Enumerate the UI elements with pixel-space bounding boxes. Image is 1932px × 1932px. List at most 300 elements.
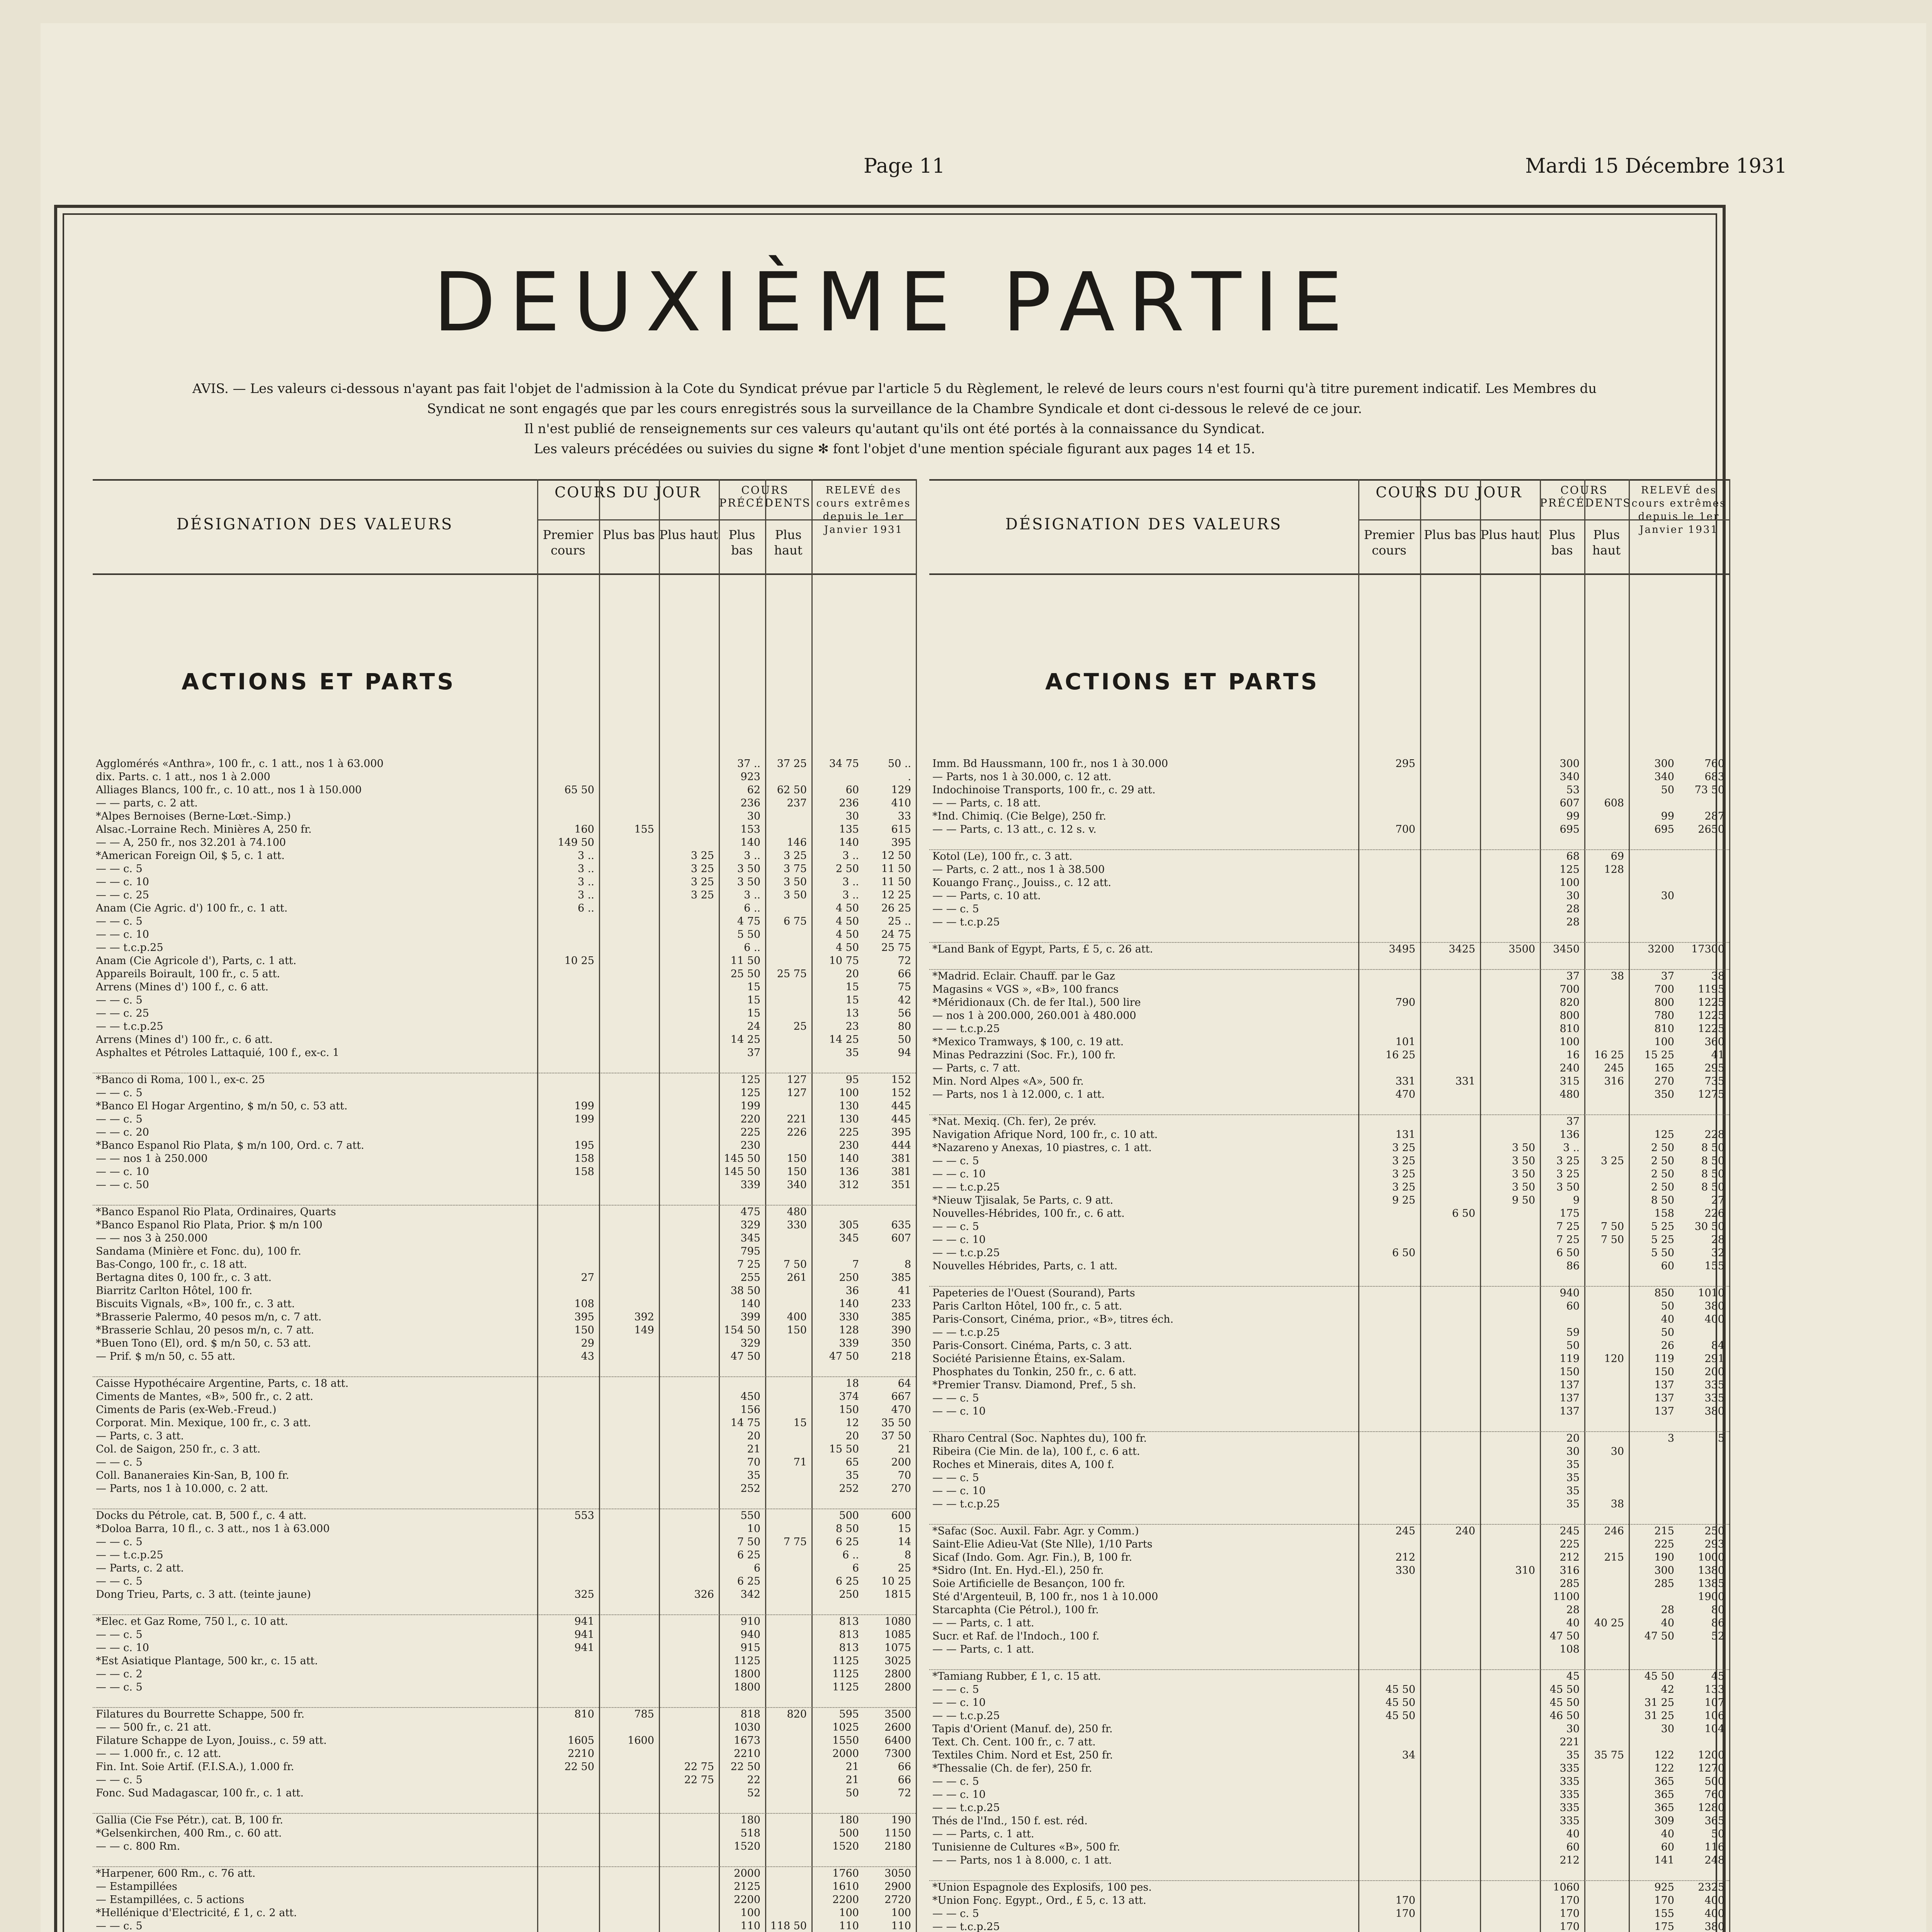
- premier-cours-value: 245: [1395, 1525, 1415, 1537]
- prec-plus-bas-value: 329: [740, 1337, 760, 1349]
- releve-haut-value: 21: [898, 1443, 911, 1455]
- security-name: Tunisienne de Cultures «B», 500 fr.: [932, 1841, 1120, 1853]
- prec-plus-bas-value: 175: [1560, 1208, 1580, 1219]
- releve-bas-value: 595: [839, 1708, 859, 1720]
- security-name: *Brasserie Palermo, 40 pesos m/n, c. 7 att.: [96, 1311, 322, 1323]
- table-row: [929, 943, 1729, 956]
- releve-haut-value: 52: [1711, 1630, 1725, 1642]
- prec-plus-bas-value: 252: [740, 1483, 760, 1495]
- releve-haut-value: 1275: [1698, 1088, 1725, 1100]
- releve-bas-value: 1610: [832, 1881, 859, 1893]
- prec-plus-bas-value: 137: [1560, 1379, 1580, 1391]
- table-spacer-row: [929, 1656, 1729, 1670]
- prec-plus-bas-value: 335: [1560, 1802, 1580, 1814]
- table-row: [93, 1390, 916, 1403]
- table-row: [929, 1233, 1729, 1247]
- releve-bas-value: 28: [1661, 1604, 1674, 1616]
- table-row: [93, 889, 916, 902]
- header-rule: [537, 519, 916, 520]
- prec-plus-bas-value: 3 50: [737, 863, 760, 875]
- releve-haut-value: 30 50: [1694, 1221, 1725, 1233]
- prec-plus-haut-value: 71: [793, 1456, 807, 1468]
- releve-bas-value: 1125: [832, 1668, 859, 1680]
- prec-plus-bas-value: 37: [1566, 1116, 1580, 1128]
- prec-plus-bas-value: 28: [1566, 916, 1580, 928]
- security-name: *Mexico Tramways, $ 100, c. 19 att.: [932, 1036, 1124, 1048]
- releve-bas-value: 135: [839, 823, 859, 835]
- security-name: — — t.c.p.25: [932, 1247, 1000, 1259]
- table-row: [93, 1258, 916, 1271]
- releve-bas-value: 137: [1654, 1379, 1674, 1391]
- table-row: [93, 862, 916, 876]
- releve-bas-value: 15: [845, 994, 859, 1006]
- security-name: — Estampillées, c. 5 actions: [96, 1894, 245, 1906]
- security-name: Col. de Saigon, 250 fr., c. 3 att.: [96, 1443, 261, 1455]
- prec-plus-haut-value: 316: [1604, 1075, 1624, 1087]
- table-row: [929, 1313, 1729, 1326]
- table-row: [93, 1920, 916, 1932]
- prec-plus-bas-value: 125: [740, 1074, 760, 1086]
- table-spacer-row: [93, 1694, 916, 1708]
- table-row: [93, 1827, 916, 1840]
- table-row: [93, 784, 916, 797]
- releve-haut-value: 15: [898, 1523, 911, 1535]
- releve-bas-value: 140: [839, 1298, 859, 1310]
- table-row: [93, 1734, 916, 1747]
- table-row: [93, 1840, 916, 1853]
- security-name: — — c. 5: [96, 863, 143, 875]
- security-name: — — c. 25: [96, 889, 149, 901]
- prec-plus-bas-value: 35: [1566, 1485, 1580, 1497]
- prec-plus-bas-value: 7 25: [737, 1259, 760, 1270]
- prec-plus-bas-value: 6 25: [737, 1549, 760, 1561]
- prec-plus-bas-value: 45 50: [1549, 1684, 1580, 1696]
- releve-haut-value: 218: [891, 1350, 911, 1362]
- prec-plus-bas-value: 15: [747, 1007, 760, 1019]
- notice-line-1: AVIS. — Les valeurs ci-dessous n'ayant pas fait l'objet de l'admission à la Cote du Syndicat prévue par l'article 5 du Règlement, le relevé de leurs cours n'est fourni qu'à titre purement indicatif. Les Membres du: [192, 381, 1597, 396]
- security-name: — — Parts, c. 18 att.: [932, 797, 1041, 809]
- releve-haut-value: 760: [1704, 1789, 1725, 1801]
- table-row: [929, 1392, 1729, 1405]
- releve-bas-value: 700: [1654, 983, 1674, 995]
- prec-plus-bas-value: 199: [740, 1100, 760, 1112]
- releve-bas-value: 155: [1654, 1908, 1674, 1920]
- releve-haut-value: 1195: [1698, 983, 1725, 995]
- prec-plus-bas-value: 125: [740, 1087, 760, 1099]
- table-row: [93, 849, 916, 862]
- table-row: [93, 1774, 916, 1787]
- table-row: [929, 1194, 1729, 1207]
- table-row: [929, 1709, 1729, 1723]
- page-number: Page 11: [864, 155, 945, 178]
- plus-haut-header: Plus haut: [659, 527, 718, 542]
- prec-plus-bas-value: 315: [1560, 1075, 1580, 1087]
- releve-bas-value: 1550: [832, 1735, 859, 1747]
- security-name: — — Parts, c. 10 att.: [932, 890, 1041, 902]
- prec-plus-bas-value: 940: [740, 1629, 760, 1641]
- releve-haut-value: 8 50: [1701, 1155, 1725, 1167]
- releve-haut-value: 72: [898, 1787, 911, 1799]
- security-name: — — Parts, nos 1 à 8.000, c. 1 att.: [932, 1854, 1112, 1866]
- plus-bas-value: 240: [1455, 1525, 1475, 1537]
- security-name: *Safac (Soc. Auxil. Fabr. Agr. y Comm.): [932, 1525, 1139, 1537]
- security-name: *Hellénique d'Electricité, £ 1, c. 2 att.: [96, 1907, 297, 1919]
- releve-haut-value: 28: [1711, 1234, 1725, 1246]
- releve-bas-value: 130: [839, 1100, 859, 1112]
- security-name: Starcaphta (Cie Pétrol.), 100 fr.: [932, 1604, 1099, 1616]
- prec-plus-bas-value: 35: [1566, 1472, 1580, 1484]
- security-name: — — 500 fr., c. 21 att.: [96, 1721, 211, 1733]
- releve-haut-value: 3500: [884, 1708, 911, 1720]
- prec-plus-bas-value: 46 50: [1549, 1710, 1580, 1722]
- table-row: [93, 770, 916, 784]
- releve-haut-value: 72: [898, 955, 911, 967]
- prec-plus-bas-value: 335: [1560, 1789, 1580, 1801]
- releve-bas-value: 6 25: [835, 1536, 859, 1548]
- prec-plus-bas-value: 1800: [734, 1668, 760, 1680]
- newspaper-page: [41, 23, 1926, 1932]
- releve-bas-value: 1125: [832, 1655, 859, 1667]
- security-name: — — Parts, c. 1 att.: [932, 1617, 1034, 1629]
- security-name: *Nat. Mexiq. (Ch. fer), 2e prév.: [932, 1116, 1097, 1128]
- security-name: Nouvelles Hébrides, Parts, c. 1 att.: [932, 1260, 1118, 1272]
- releve-haut-value: 1815: [884, 1588, 911, 1600]
- releve-bas-value: 136: [839, 1166, 859, 1178]
- releve-haut-value: 444: [891, 1139, 911, 1151]
- prec-plus-haut-value: 38: [1611, 1498, 1624, 1510]
- security-name: Paris Carlton Hôtel, 100 fr., c. 5 att.: [932, 1300, 1122, 1312]
- security-name: *Est Asiatique Plantage, 500 kr., c. 15 att.: [96, 1655, 318, 1667]
- prec-plus-bas-value: 450: [740, 1391, 760, 1403]
- premier-cours-value: 3 ..: [578, 863, 594, 875]
- plus-bas-value: 6 50: [1452, 1208, 1475, 1219]
- releve-bas-value: 500: [839, 1827, 859, 1839]
- prec-plus-haut-value: 246: [1604, 1525, 1624, 1537]
- releve-bas-value: 312: [839, 1179, 859, 1191]
- table-row: [93, 1482, 916, 1495]
- premier-cours-value: 149 50: [558, 837, 594, 849]
- prec-plus-haut-value: 69: [1611, 850, 1624, 862]
- table-row: [929, 797, 1729, 810]
- premier-cours-value: 3 ..: [578, 889, 594, 901]
- prec-plus-bas-value: 225: [740, 1126, 760, 1138]
- table-row: [93, 1522, 916, 1536]
- prec-plus-haut-value: 146: [787, 837, 807, 849]
- table-row: [929, 1260, 1729, 1273]
- releve-bas-value: 3 ..: [842, 876, 859, 888]
- prec-plus-bas-value: 3 25: [1556, 1168, 1580, 1180]
- releve-haut-value: 1000: [1698, 1551, 1725, 1563]
- premier-cours-value: 700: [1395, 823, 1415, 835]
- security-name: — Parts, nos 1 à 10.000, c. 2 att.: [96, 1483, 269, 1495]
- table-row: [93, 915, 916, 928]
- prec-plus-haut-value: 3 25: [783, 850, 807, 862]
- prec-plus-bas-value: 1673: [734, 1735, 760, 1747]
- table-row: [929, 996, 1729, 1009]
- prec-plus-bas-value: 3 50: [737, 876, 760, 888]
- releve-bas-value: 100: [1654, 1036, 1674, 1048]
- table-spacer-row: [929, 929, 1729, 943]
- releve-haut-value: 1270: [1698, 1762, 1725, 1774]
- prec-plus-bas-header: Plus bas: [1549, 527, 1575, 558]
- prec-plus-bas-value: 40: [1566, 1617, 1580, 1629]
- prec-plus-bas-value: 30: [1566, 890, 1580, 902]
- premier-cours-value: 16 25: [1385, 1049, 1415, 1061]
- premier-cours-value: 3 25: [1392, 1181, 1415, 1193]
- security-name: Kotol (Le), 100 fr., c. 3 att.: [932, 850, 1073, 862]
- releve-bas-value: 141: [1654, 1854, 1674, 1866]
- releve-bas-value: 137: [1654, 1405, 1674, 1417]
- releve-bas-value: 330: [839, 1311, 859, 1323]
- releve-bas-value: 130: [839, 1113, 859, 1125]
- security-name: *Thessalie (Ch. de fer), 250 fr.: [932, 1762, 1092, 1774]
- plus-bas-value: 331: [1455, 1075, 1475, 1087]
- premier-cours-value: 3 25: [1392, 1155, 1415, 1167]
- releve-bas-value: 26: [1661, 1340, 1674, 1352]
- releve-bas-value: 2 50: [1651, 1181, 1674, 1193]
- releve-bas-value: 813: [839, 1616, 859, 1628]
- prec-plus-bas-value: 47 50: [1549, 1630, 1580, 1642]
- releve-haut-value: 35 50: [881, 1417, 911, 1429]
- security-name: Soie Artificielle de Besançon, 100 fr.: [932, 1578, 1125, 1590]
- security-name: Arrens (Mines d') 100 f., c. 6 att.: [96, 981, 269, 993]
- designation-header: DÉSIGNATION DES VALEURS: [176, 515, 454, 533]
- table-row: [93, 1219, 916, 1232]
- prec-plus-bas-value: 180: [740, 1814, 760, 1826]
- premier-cours-value: 43: [581, 1350, 594, 1362]
- premier-cours-value: 150: [574, 1324, 594, 1336]
- prec-plus-haut-header: Plus haut: [1592, 527, 1621, 558]
- table-row: [929, 757, 1729, 770]
- prec-plus-bas-value: 10: [747, 1523, 760, 1535]
- table-row: [93, 1403, 916, 1417]
- security-name: — — c. 5: [932, 903, 979, 915]
- security-name: Agglomérés «Anthra», 100 fr., c. 1 att., nos 1 à 63.000: [96, 758, 384, 770]
- table-row: [929, 1366, 1729, 1379]
- releve-bas-value: 60: [1661, 1260, 1674, 1272]
- security-name: — — c. 10: [96, 876, 149, 888]
- releve-haut-value: 129: [891, 784, 911, 796]
- table-row: [93, 1232, 916, 1245]
- premier-cours-header: Premier cours: [543, 527, 594, 558]
- table-row: [929, 1723, 1729, 1736]
- prec-plus-bas-value: 170: [1560, 1895, 1580, 1906]
- prec-plus-bas-value: 399: [740, 1311, 760, 1323]
- security-name: — Parts, c. 3 att.: [96, 1430, 184, 1442]
- releve-haut-value: 2900: [884, 1881, 911, 1893]
- releve-bas-value: 20: [845, 1430, 859, 1442]
- security-name: — — c. 5: [932, 1392, 979, 1404]
- premier-cours-value: 27: [581, 1272, 594, 1284]
- releve-haut-value: 607: [891, 1232, 911, 1244]
- prec-plus-bas-value: 700: [1560, 983, 1580, 995]
- prec-plus-haut-value: 150: [787, 1166, 807, 1178]
- prec-plus-bas-value: 136: [1560, 1129, 1580, 1141]
- releve-haut-value: 395: [891, 837, 911, 849]
- releve-bas-value: 122: [1654, 1762, 1674, 1774]
- table-row: [929, 1036, 1729, 1049]
- prec-plus-haut-value: 330: [787, 1219, 807, 1231]
- security-name: — — c. 10: [932, 1405, 986, 1417]
- plus-bas-value: 149: [634, 1324, 654, 1336]
- releve-haut-value: 33: [898, 810, 911, 822]
- security-name: *Alpes Bernoises (Berne-Lœt.-Simp.): [96, 810, 291, 822]
- prec-plus-haut-value: 35 75: [1594, 1749, 1624, 1761]
- releve-bas-value: 10 75: [829, 955, 859, 967]
- security-name: — — c. 5: [96, 1774, 143, 1786]
- releve-bas-value: 60: [1661, 1841, 1674, 1853]
- releve-haut-value: .: [908, 771, 911, 783]
- premier-cours-value: 29: [581, 1337, 594, 1349]
- plus-bas-value: 392: [634, 1311, 654, 1323]
- releve-haut-value: 351: [891, 1179, 911, 1191]
- plus-bas-value: 155: [634, 823, 654, 835]
- releve-haut-value: 66: [898, 1774, 911, 1786]
- releve-haut-value: 116: [1704, 1841, 1725, 1853]
- table-row: [929, 1022, 1729, 1036]
- security-name: — Parts, c. 2 att.: [96, 1562, 184, 1574]
- security-name: — — Parts, c. 1 att.: [932, 1828, 1034, 1840]
- table-row: [93, 1536, 916, 1549]
- table-row: [929, 1841, 1729, 1854]
- security-name: — — c. 2: [96, 1668, 143, 1680]
- table-row: [929, 1683, 1729, 1696]
- releve-haut-value: 1225: [1698, 1010, 1725, 1022]
- releve-haut-value: 1225: [1698, 997, 1725, 1009]
- releve-bas-value: 34 75: [829, 758, 859, 770]
- prec-plus-bas-value: 910: [740, 1616, 760, 1628]
- prec-plus-haut-value: 120: [1604, 1353, 1624, 1365]
- releve-haut-value: 11 50: [881, 863, 911, 875]
- releve-bas-value: 925: [1654, 1881, 1674, 1893]
- security-name: Coll. Bananeraies Kin-San, B, 100 fr.: [96, 1469, 289, 1481]
- releve-haut-value: 2720: [884, 1894, 911, 1906]
- security-name: — — t.c.p.25: [932, 1921, 1000, 1932]
- releve-bas-value: 2000: [832, 1748, 859, 1760]
- security-name: — Parts, c. 7 att.: [932, 1062, 1020, 1074]
- security-name: *Harpener, 600 Rm., c. 76 att.: [96, 1867, 256, 1879]
- prec-plus-bas-value: 550: [740, 1510, 760, 1522]
- releve-bas-value: 50: [1661, 1327, 1674, 1338]
- prec-plus-bas-value: 6 ..: [744, 942, 760, 954]
- prec-plus-bas-value: 2210: [734, 1748, 760, 1760]
- page-title: DEUXIÈME PARTIE: [433, 255, 1356, 350]
- security-name: Tapis d'Orient (Manuf. de), 250 fr.: [932, 1723, 1113, 1735]
- security-name: Paris-Consort. Cinéma, Parts, c. 3 att.: [932, 1340, 1132, 1352]
- releve-haut-value: 8 50: [1701, 1142, 1725, 1154]
- plus-haut-value: 22 75: [684, 1761, 714, 1773]
- security-name: dix. Parts. c. 1 att., nos 1 à 2.000: [96, 771, 270, 783]
- releve-haut-value: 500: [1704, 1776, 1725, 1787]
- security-name: — — t.c.p.25: [932, 1023, 1000, 1035]
- releve-haut-value: 66: [898, 1761, 911, 1773]
- prec-plus-bas-value: 480: [1560, 1088, 1580, 1100]
- security-name: Arrens (Mines d') 100 fr., c. 6 att.: [96, 1034, 273, 1046]
- prec-plus-haut-value: 340: [787, 1179, 807, 1191]
- plus-haut-value: 3500: [1509, 943, 1535, 955]
- releve-bas-value: 47 50: [1644, 1630, 1674, 1642]
- table-row: [93, 1787, 916, 1800]
- releve-haut-value: 635: [891, 1219, 911, 1231]
- table-spacer-row: [929, 836, 1729, 850]
- prec-plus-haut-value: 7 50: [1600, 1234, 1624, 1246]
- security-name: — — c. 800 Rm.: [96, 1840, 180, 1852]
- plus-haut-value: 22 75: [684, 1774, 714, 1786]
- releve-haut-value: 250: [1704, 1525, 1725, 1537]
- security-name: Alliages Blancs, 100 fr., c. 10 att., nos 1 à 150.000: [96, 784, 362, 796]
- releve-bas-value: 8 50: [1651, 1194, 1674, 1206]
- right-rows: [929, 757, 1729, 1932]
- prec-plus-bas-value: 795: [740, 1245, 760, 1257]
- releve-haut-value: 8 50: [1701, 1168, 1725, 1180]
- table-row: [93, 1628, 916, 1641]
- prec-plus-bas-value: 14 75: [730, 1417, 760, 1429]
- prec-plus-bas-value: 86: [1566, 1260, 1580, 1272]
- table-row: [93, 1284, 916, 1298]
- table-row: [93, 981, 916, 994]
- table-row: [929, 1538, 1729, 1551]
- prec-plus-haut-value: 226: [787, 1126, 807, 1138]
- releve-bas-value: 374: [839, 1391, 859, 1403]
- releve-bas-value: 4 50: [835, 902, 859, 914]
- security-name: — — c. 5: [96, 1629, 143, 1641]
- security-name: *Nazareno y Anexas, 10 piastres, c. 1 att.: [932, 1142, 1152, 1154]
- prec-plus-bas-value: 100: [1560, 1036, 1580, 1048]
- releve-bas-value: 175: [1654, 1921, 1674, 1932]
- releve-haut-value: 248: [1704, 1854, 1725, 1866]
- releve-haut-value: 1380: [1698, 1565, 1725, 1577]
- prec-plus-bas-value: 119: [1560, 1353, 1580, 1365]
- prec-plus-haut-value: 127: [787, 1087, 807, 1099]
- releve-bas-value: 2 50: [1651, 1142, 1674, 1154]
- prec-plus-bas-value: 30: [747, 810, 760, 822]
- security-name: — — c. 5: [96, 1087, 143, 1099]
- table-row: [929, 1247, 1729, 1260]
- releve-haut-value: 365: [1704, 1815, 1725, 1827]
- prec-plus-bas-value: 915: [740, 1642, 760, 1654]
- releve-haut-value: 385: [891, 1311, 911, 1323]
- table-row: [93, 1033, 916, 1046]
- prec-plus-haut-value: 38: [1611, 970, 1624, 982]
- releve-bas-value: 215: [1654, 1525, 1674, 1537]
- table-row: [93, 1655, 916, 1668]
- releve-bas-value: 3: [1667, 1432, 1674, 1444]
- plus-bas-header: Plus bas: [1424, 527, 1476, 542]
- security-name: *Banco Espanol Rio Plata, $ m/n 100, Ord. c. 7 att.: [96, 1139, 364, 1151]
- security-name: — — c. 5: [96, 1113, 143, 1125]
- table-row: [929, 1630, 1729, 1643]
- table-row: [929, 1485, 1729, 1498]
- security-name: — — c. 10: [932, 1168, 986, 1180]
- security-name: Appareils Boirault, 100 fr., c. 5 att.: [96, 968, 280, 980]
- security-name: Imm. Bd Haussmann, 100 fr., nos 1 à 30.000: [932, 758, 1168, 770]
- table-spacer-row: [929, 1867, 1729, 1881]
- prec-plus-bas-value: 923: [740, 771, 760, 783]
- releve-haut-value: 226: [1704, 1208, 1725, 1219]
- prec-plus-haut-value: 215: [1604, 1551, 1624, 1563]
- table-spacer-row: [929, 1511, 1729, 1525]
- security-name: — — c. 5: [96, 1536, 143, 1548]
- releve-bas-value: 30: [1661, 890, 1674, 902]
- prec-plus-bas-value: 6 25: [737, 1575, 760, 1587]
- releve-haut-value: 295: [1704, 1062, 1725, 1074]
- table-row: [93, 1087, 916, 1100]
- releve-bas-value: 365: [1654, 1802, 1674, 1814]
- premier-cours-value: 101: [1395, 1036, 1415, 1048]
- prec-plus-haut-value: 3 50: [783, 876, 807, 888]
- table-row: [929, 970, 1729, 983]
- prec-plus-haut-value: 62 50: [777, 784, 807, 796]
